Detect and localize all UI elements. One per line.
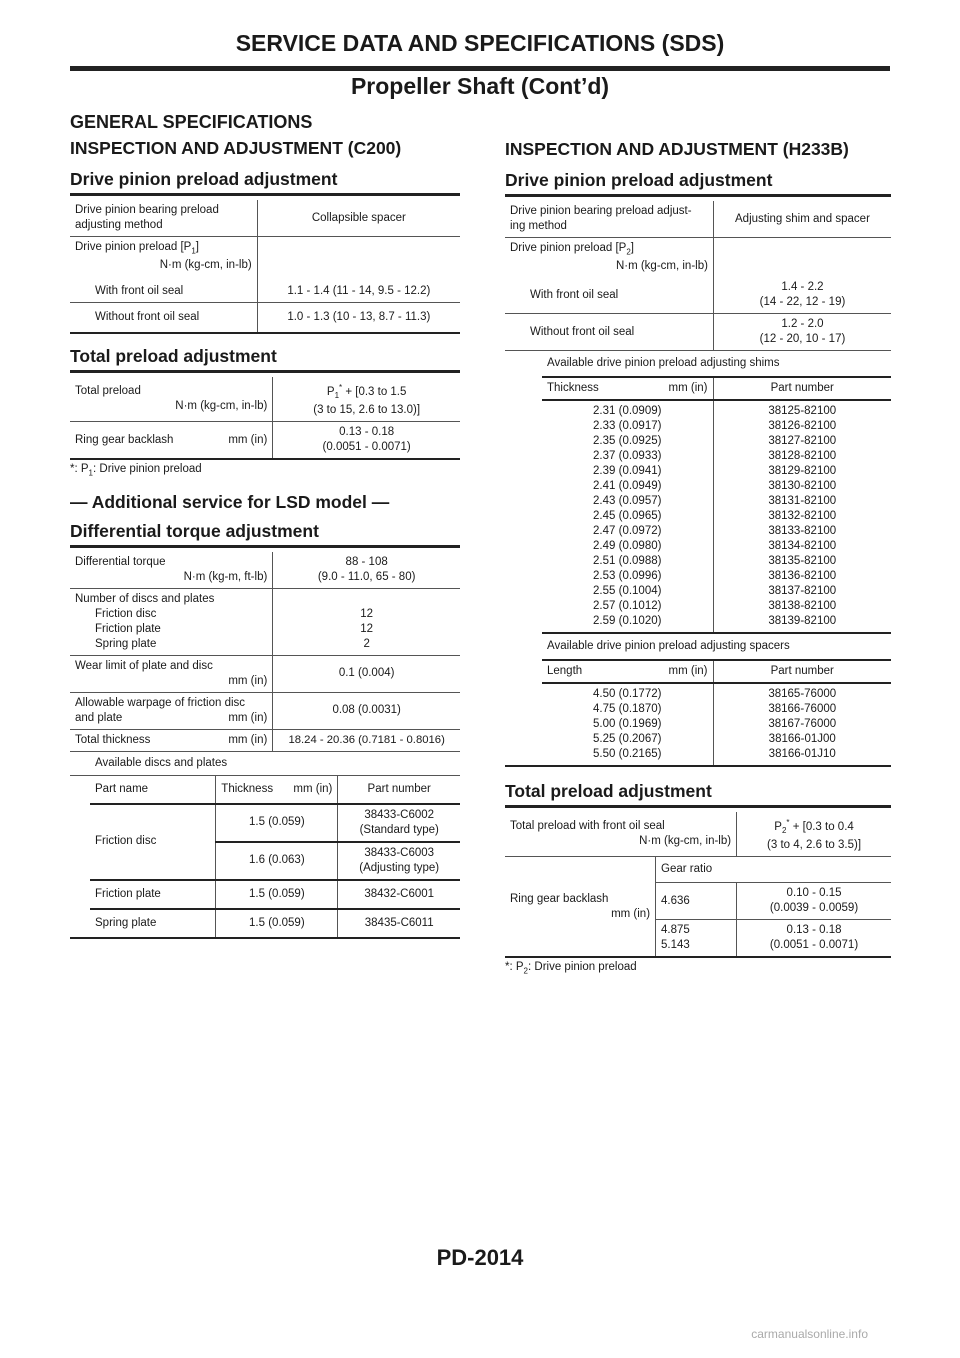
c200-total-preload-table xyxy=(70,377,460,460)
c200-section-heading: INSPECTION AND ADJUSTMENT (C200) xyxy=(70,138,402,158)
method-value: Collapsible spacer xyxy=(257,200,460,237)
with-seal-label: With front oil seal xyxy=(505,277,713,314)
table-row xyxy=(505,201,891,238)
method-label: Drive pinion bearing preload adjust- ing method xyxy=(505,201,713,238)
table-row xyxy=(505,812,891,857)
discs-values: 12 12 2 xyxy=(273,588,460,655)
spacers-length-list: 4.50 (0.1772) 4.75 (0.1870) 5.00 (0.1969) 5.25 (0.2067) 5.50 (0.2165) xyxy=(593,688,662,761)
without-seal-label: Without front oil seal xyxy=(70,303,257,334)
method-value: Adjusting shim and spacer xyxy=(713,201,891,238)
c200-total-preload-heading: Total preload adjustment xyxy=(70,346,460,373)
table-row xyxy=(70,303,460,334)
table-row xyxy=(70,655,460,692)
table-row xyxy=(90,804,460,842)
torque-value: 88 - 108 (9.0 - 11.0, 65 - 80) xyxy=(273,552,460,589)
fd-thickness: 1.6 (0.063) xyxy=(216,842,338,880)
with-seal-label: With front oil seal xyxy=(70,276,257,303)
backlash-value: 0.13 - 0.18 (0.0051 - 0.0071) xyxy=(273,422,460,460)
table-row xyxy=(70,552,460,589)
h233b-drive-pinion-table xyxy=(505,201,891,767)
part-name: Spring plate xyxy=(95,916,157,929)
table-row xyxy=(70,422,460,460)
diff-torque-table xyxy=(70,552,460,939)
left-column xyxy=(70,110,460,939)
general-specifications-heading: GENERAL SPECIFICATIONS xyxy=(70,112,313,132)
discs-label: Number of discs and plates Friction disc Friction plate Spring plate xyxy=(70,588,273,655)
without-seal-value: 1.0 - 1.3 (10 - 13, 8.7 - 11.3) xyxy=(257,303,460,334)
gear-ratio-1-value: 0.10 - 0.15 (0.0039 - 0.0059) xyxy=(737,883,891,920)
header-part-name: Part name xyxy=(90,776,216,804)
gear-ratio-2: 4.875 5.143 xyxy=(656,920,737,958)
h233b-footnote: *: $P_2$: Drive pinion preload xyxy=(505,961,637,976)
gear-ratio-1: 4.636 xyxy=(656,883,737,920)
c200-footnote: *: $P_1$: Drive pinion preload xyxy=(70,463,202,478)
table-row xyxy=(505,857,891,883)
page-header-title: SERVICE DATA AND SPECIFICATIONS (SDS) xyxy=(235,30,725,56)
warp-label: Allowable warpage of friction disc and plate mm (in) xyxy=(70,692,273,729)
preload-label: Drive pinion preload $[P_1]$ N·m (kg-cm, in-lb) xyxy=(75,241,252,272)
spacers-header-length: Length mm (in) xyxy=(542,660,713,683)
table-row xyxy=(542,377,891,400)
friction-disc-name: Friction disc xyxy=(90,804,216,880)
thickness-label: Total thickness mm (in) xyxy=(70,729,273,751)
header-rule xyxy=(70,66,890,71)
part-thickness: 1.5 (0.059) xyxy=(216,880,338,909)
header-part-number: Part number xyxy=(338,776,460,804)
spacers-part-list: 38165-76000 38166-76000 38167-76000 38166-01J00 38166-01J10 xyxy=(713,683,891,765)
table-row xyxy=(90,776,460,804)
table-row xyxy=(90,880,460,909)
total-preload-value: $P_2^* + [0.3$ to 0.4 (3 to 4, 2.6 to 3.5)] xyxy=(737,812,891,857)
shims-label: Available drive pinion preload adjusting shims xyxy=(542,351,891,377)
backlash-label: Ring gear backlash mm (in) xyxy=(70,422,273,460)
table-row xyxy=(70,200,460,237)
fd-part: 38433-C6003 (Adjusting type) xyxy=(338,842,460,880)
without-seal-value: 1.2 - 2.0 (12 - 20, 10 - 17) xyxy=(713,314,891,351)
diff-torque-heading: Differential torque adjustment xyxy=(70,521,460,548)
shims-table xyxy=(542,351,891,765)
spacers-header-part: Part number xyxy=(713,660,891,683)
page-header-subtitle: Propeller Shaft (Cont’d) xyxy=(350,73,610,99)
h233b-total-preload-heading: Total preload adjustment xyxy=(505,781,891,808)
c200-drive-pinion-heading: Drive pinion preload adjustment xyxy=(70,169,460,196)
available-discs-label: Available discs and plates xyxy=(70,752,460,776)
torque-label: Differential torque N·m (kg-m, ft-lb) xyxy=(70,552,273,589)
table-row xyxy=(542,660,891,683)
wear-label: Wear limit of plate and disc mm (in) xyxy=(70,655,273,692)
part-number: 38435-C6011 xyxy=(338,909,460,937)
right-column xyxy=(505,134,891,976)
part-name: Friction plate xyxy=(90,880,216,909)
warp-value: 0.08 (0.0031) xyxy=(273,692,460,729)
table-row xyxy=(505,238,891,278)
h233b-total-preload-table xyxy=(505,812,891,958)
table-row xyxy=(70,377,460,422)
lsd-heading: — Additional service for LSD model — xyxy=(70,491,390,512)
with-seal-value: 1.4 - 2.2 (14 - 22, 12 - 19) xyxy=(713,277,891,314)
with-seal-value: 1.1 - 1.4 (11 - 14, 9.5 - 12.2) xyxy=(257,276,460,303)
total-preload-value: $P_1^* + [0.3$ to 1.5 (3 to 15, 2.6 to 13.0)] xyxy=(273,377,460,422)
table-row xyxy=(542,633,891,660)
page-number: PD-2014 xyxy=(436,1245,524,1270)
c200-drive-pinion-table xyxy=(70,200,460,334)
shims-header-part: Part number xyxy=(713,377,891,400)
part-thickness: 1.5 (0.059) xyxy=(216,909,338,937)
total-preload-label: Total preload with front oil seal N·m (kg-cm, in-lb) xyxy=(505,812,737,857)
wear-value: 0.1 (0.004) xyxy=(273,655,460,692)
h233b-drive-pinion-heading: Drive pinion preload adjustment xyxy=(505,170,891,197)
fd-thickness: 1.5 (0.059) xyxy=(216,804,338,842)
backlash-label: Ring gear backlash mm (in) xyxy=(505,857,656,958)
fd-part: 38433-C6002 (Standard type) xyxy=(338,804,460,842)
gear-ratio-label: Gear ratio xyxy=(656,857,891,883)
table-row xyxy=(70,237,460,277)
parts-table xyxy=(90,776,460,937)
table-row xyxy=(542,351,891,377)
shims-thickness-list: 2.31 (0.0909) 2.33 (0.0917) 2.35 (0.0925) 2.37 (0.0933) 2.39 (0.0941) 2.41 (0.0949) 2.43 (0.0957) 2.45 (0.0965) 2.47 (0.0972) 2.49 (0.0980) 2.51 (0.0988) 2.53 (0.0996) 2.55 (0.1004) 2.57 (0.1012) 2.59 (0.1020) xyxy=(542,400,713,633)
table-row xyxy=(70,588,460,655)
watermark: carmanualsonline.info xyxy=(751,1327,868,1341)
h233b-section-heading: INSPECTION AND ADJUSTMENT (H233B) xyxy=(505,139,849,159)
without-seal-label: Without front oil seal xyxy=(505,314,713,351)
part-number: 38432-C6001 xyxy=(338,880,460,909)
table-row xyxy=(70,729,460,751)
table-row xyxy=(542,400,891,633)
spacers-label: Available drive pinion preload adjusting spacers xyxy=(542,633,891,660)
table-row xyxy=(70,276,460,303)
table-row xyxy=(505,314,891,351)
table-row xyxy=(542,683,891,765)
preload-label: Drive pinion preload $[P_2]$ N·m (kg-cm, in-lb) xyxy=(510,242,708,273)
gear-ratio-2-value: 0.13 - 0.18 (0.0051 - 0.0071) xyxy=(737,920,891,958)
method-label: Drive pinion bearing preload adjusting method xyxy=(70,200,257,237)
total-preload-label: Total preload N·m (kg-cm, in-lb) xyxy=(70,377,273,422)
table-row xyxy=(70,692,460,729)
thickness-value: 18.24 - 20.36 (0.7181 - 0.8016) xyxy=(273,729,460,751)
shims-header-thickness: Thickness mm (in) xyxy=(542,377,713,400)
table-row xyxy=(90,909,460,937)
table-row xyxy=(505,351,891,767)
shims-part-list: 38125-82100 38126-82100 38127-82100 38128-82100 38129-82100 38130-82100 38131-82100 38132-82100 38133-82100 38134-82100 38135-82100 38136-82100 38137-82100 38138-82100 38139-82100 xyxy=(713,400,891,633)
table-row xyxy=(505,277,891,314)
header-thickness: Thickness mm (in) xyxy=(216,776,338,804)
table-row xyxy=(70,751,460,938)
